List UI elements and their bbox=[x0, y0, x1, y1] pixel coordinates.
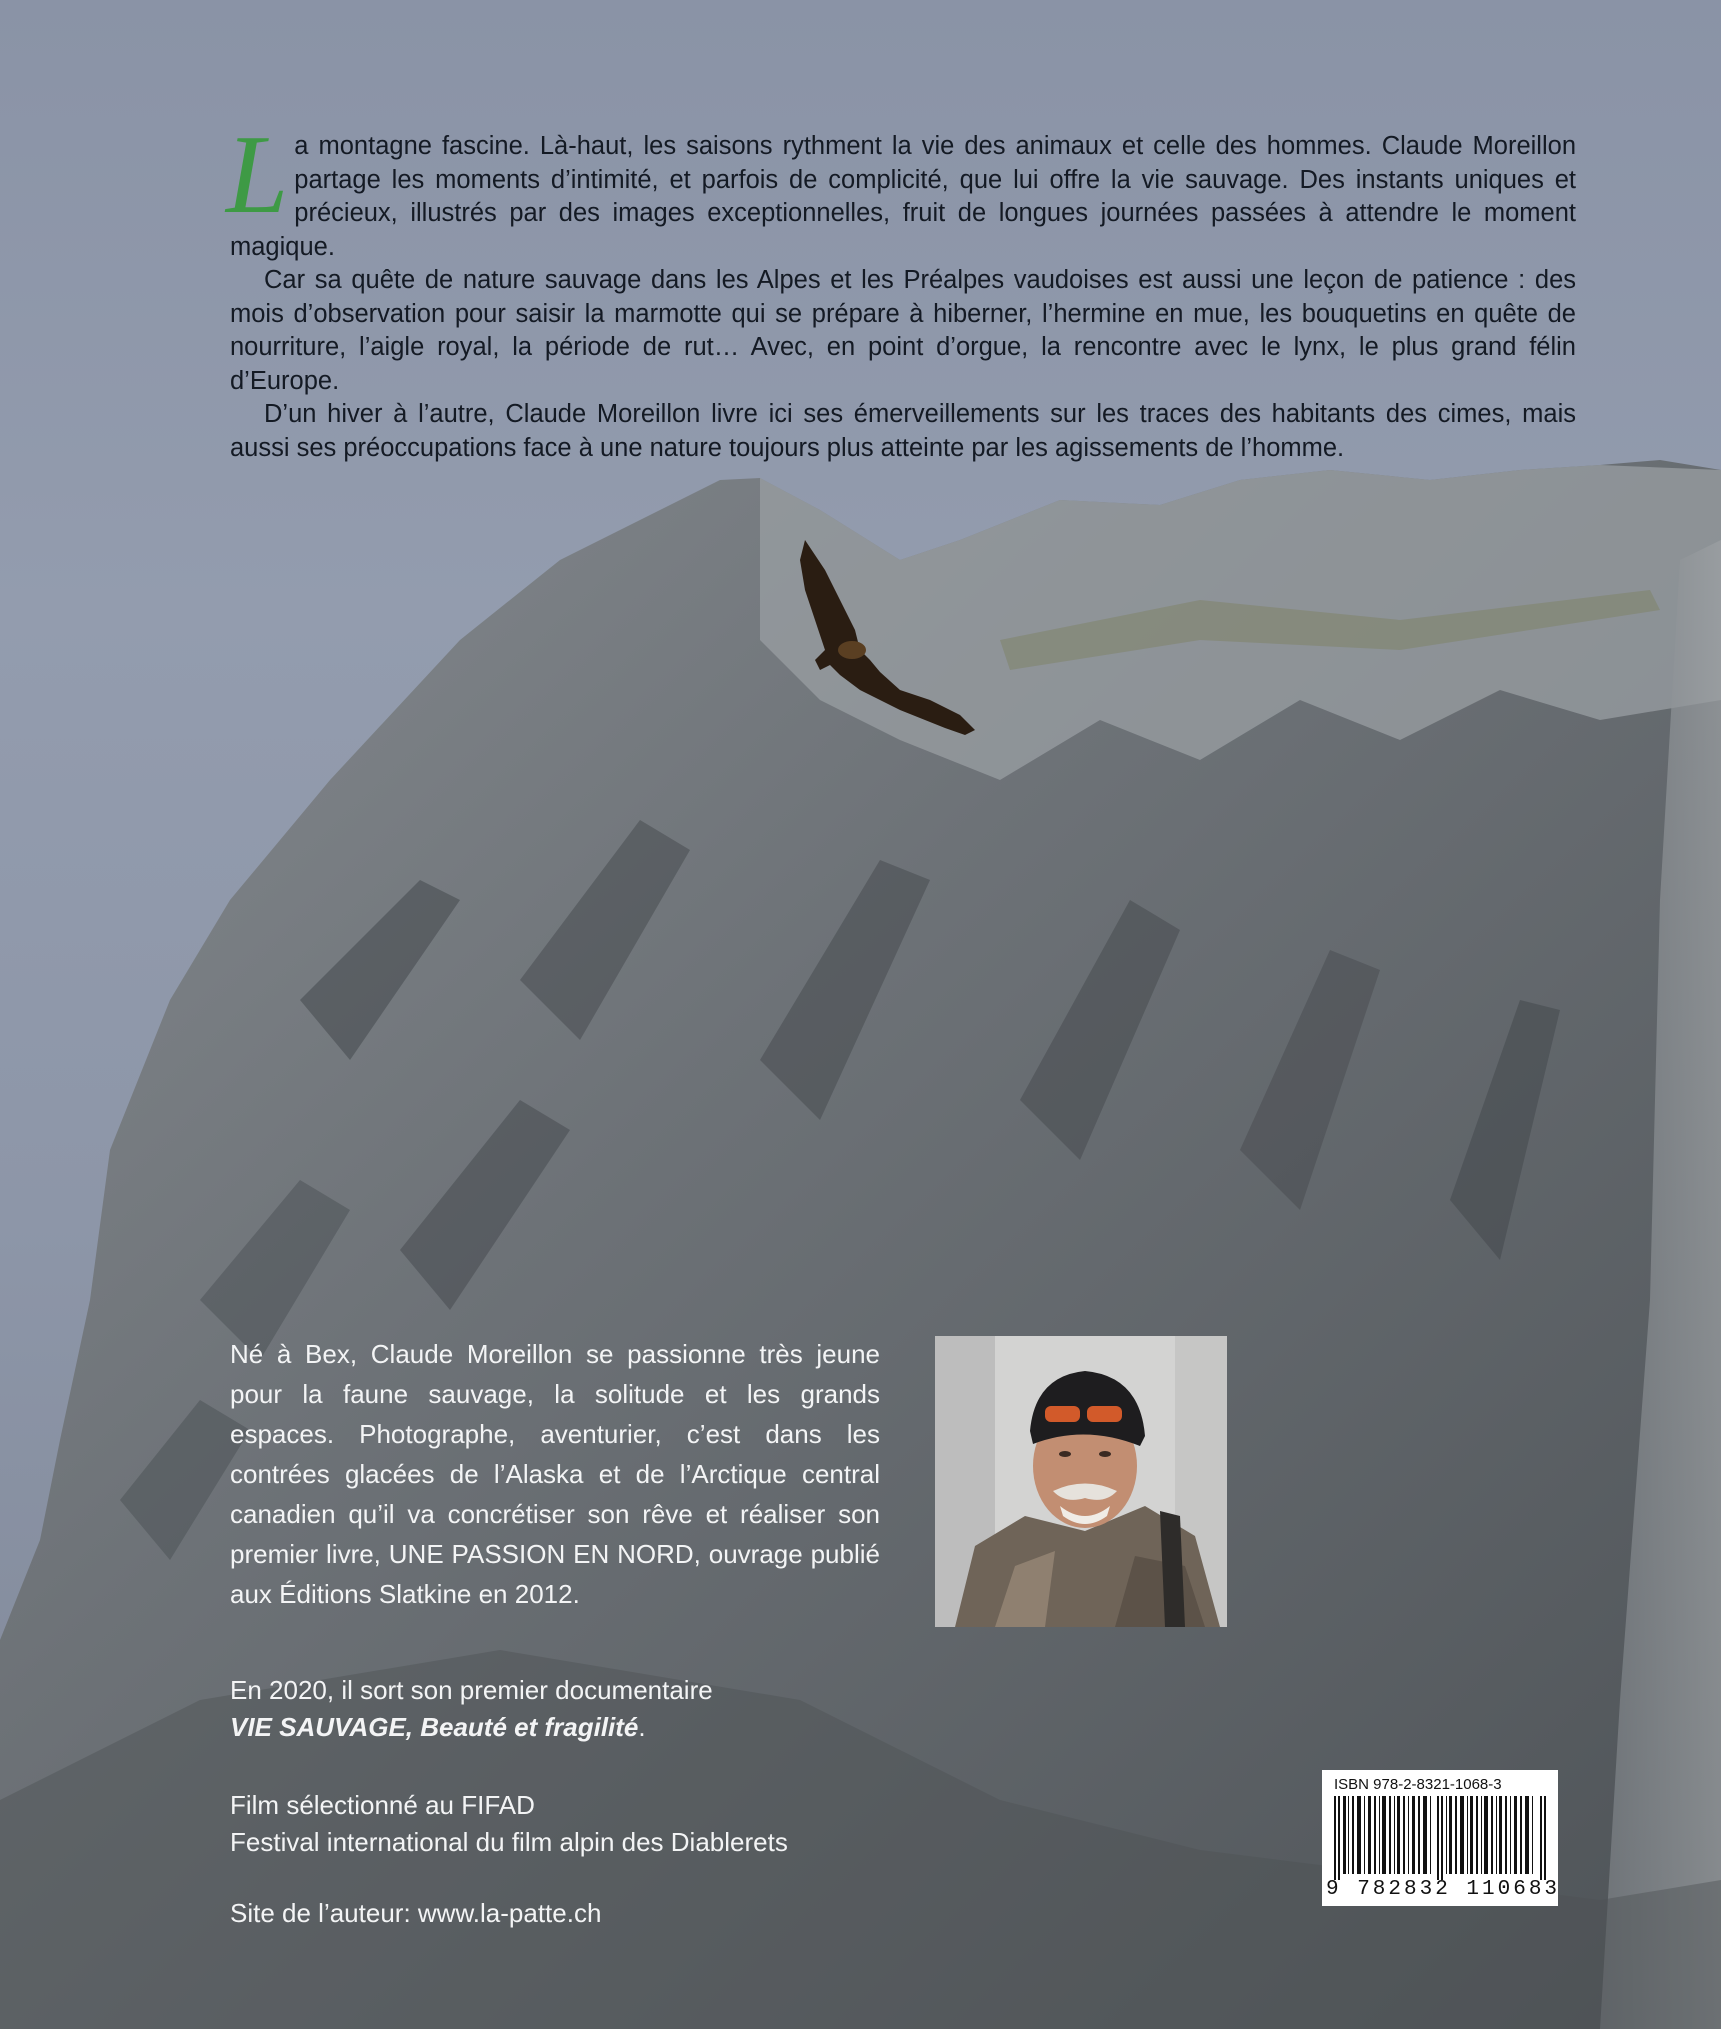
blurb-paragraph-1: a montagne fascine. Là-haut, les saisons rythment la vie des animaux et celle des hommes. Claude Moreillon partage les moments d’intimité, et parfois de complicité, que lui offre la vie sauvage. Des instants uniques et précieux, illustrés par des images exceptionnelles, fruit de longues journées passées à attendre le moment magique. bbox=[230, 132, 1576, 261]
festival-line-2: Festival international du film alpin des Diablerets bbox=[230, 1827, 788, 1857]
author-bio-text: Né à Bex, Claude Moreillon se passionne très jeune pour la faune sauvage, la solitude et les grands espaces. Photographe, aventurier, c’est dans les contrées glacées de l’Alaska et de l’Arctique central canadien qu’il va concrétiser son rêve et réaliser son premier livre, UNE PASSION EN NORD, ouvrage publié aux Éditions Slatkine en 2012. bbox=[230, 1339, 880, 1609]
blurb-paragraph-2: Car sa quête de nature sauvage dans les Alpes et les Préalpes vaudoises est aussi une leçon de patience : des mois d’observation pour saisir la marmotte qui se prépare à hiberner, l’hermine en mue, les bouquetins en quête de nourriture, l’aigle royal, la période de rut… Avec, en point d’orgue, la rencontre avec le lynx, le plus grand félin d’Europe. bbox=[230, 266, 1576, 395]
author-portrait bbox=[935, 1336, 1227, 1627]
author-portrait-image bbox=[935, 1336, 1227, 1627]
author-website bbox=[230, 1895, 601, 1932]
festival-line-1: Film sélectionné au FIFAD bbox=[230, 1790, 535, 1820]
festival-note bbox=[230, 1787, 788, 1861]
documentary-note bbox=[230, 1672, 713, 1746]
author-website-text: Site de l’auteur: www.la-patte.ch bbox=[230, 1898, 602, 1928]
blurb-paragraph-3: D’un hiver à l’autre, Claude Moreillon livre ici ses émerveillements sur les traces des habitants des cimes, mais aussi ses préoccupations face à une nature toujours plus atteinte par les agissements de l’homme. bbox=[230, 400, 1576, 462]
barcode-bars-icon bbox=[1334, 1796, 1548, 1880]
documentary-title: VIE SAUVAGE, Beauté et fragilité bbox=[230, 1712, 639, 1742]
documentary-end: . bbox=[638, 1712, 646, 1742]
isbn-label: ISBN 978-2-8321-1068-3 bbox=[1334, 1776, 1502, 1793]
back-cover-blurb bbox=[226, 113, 1576, 465]
documentary-line: En 2020, il sort son premier documentaire bbox=[230, 1675, 713, 1705]
barcode-digits: 9 782832 110683 bbox=[1326, 1878, 1561, 1901]
drop-cap-letter: L bbox=[226, 113, 289, 237]
author-bio bbox=[230, 1334, 880, 1614]
